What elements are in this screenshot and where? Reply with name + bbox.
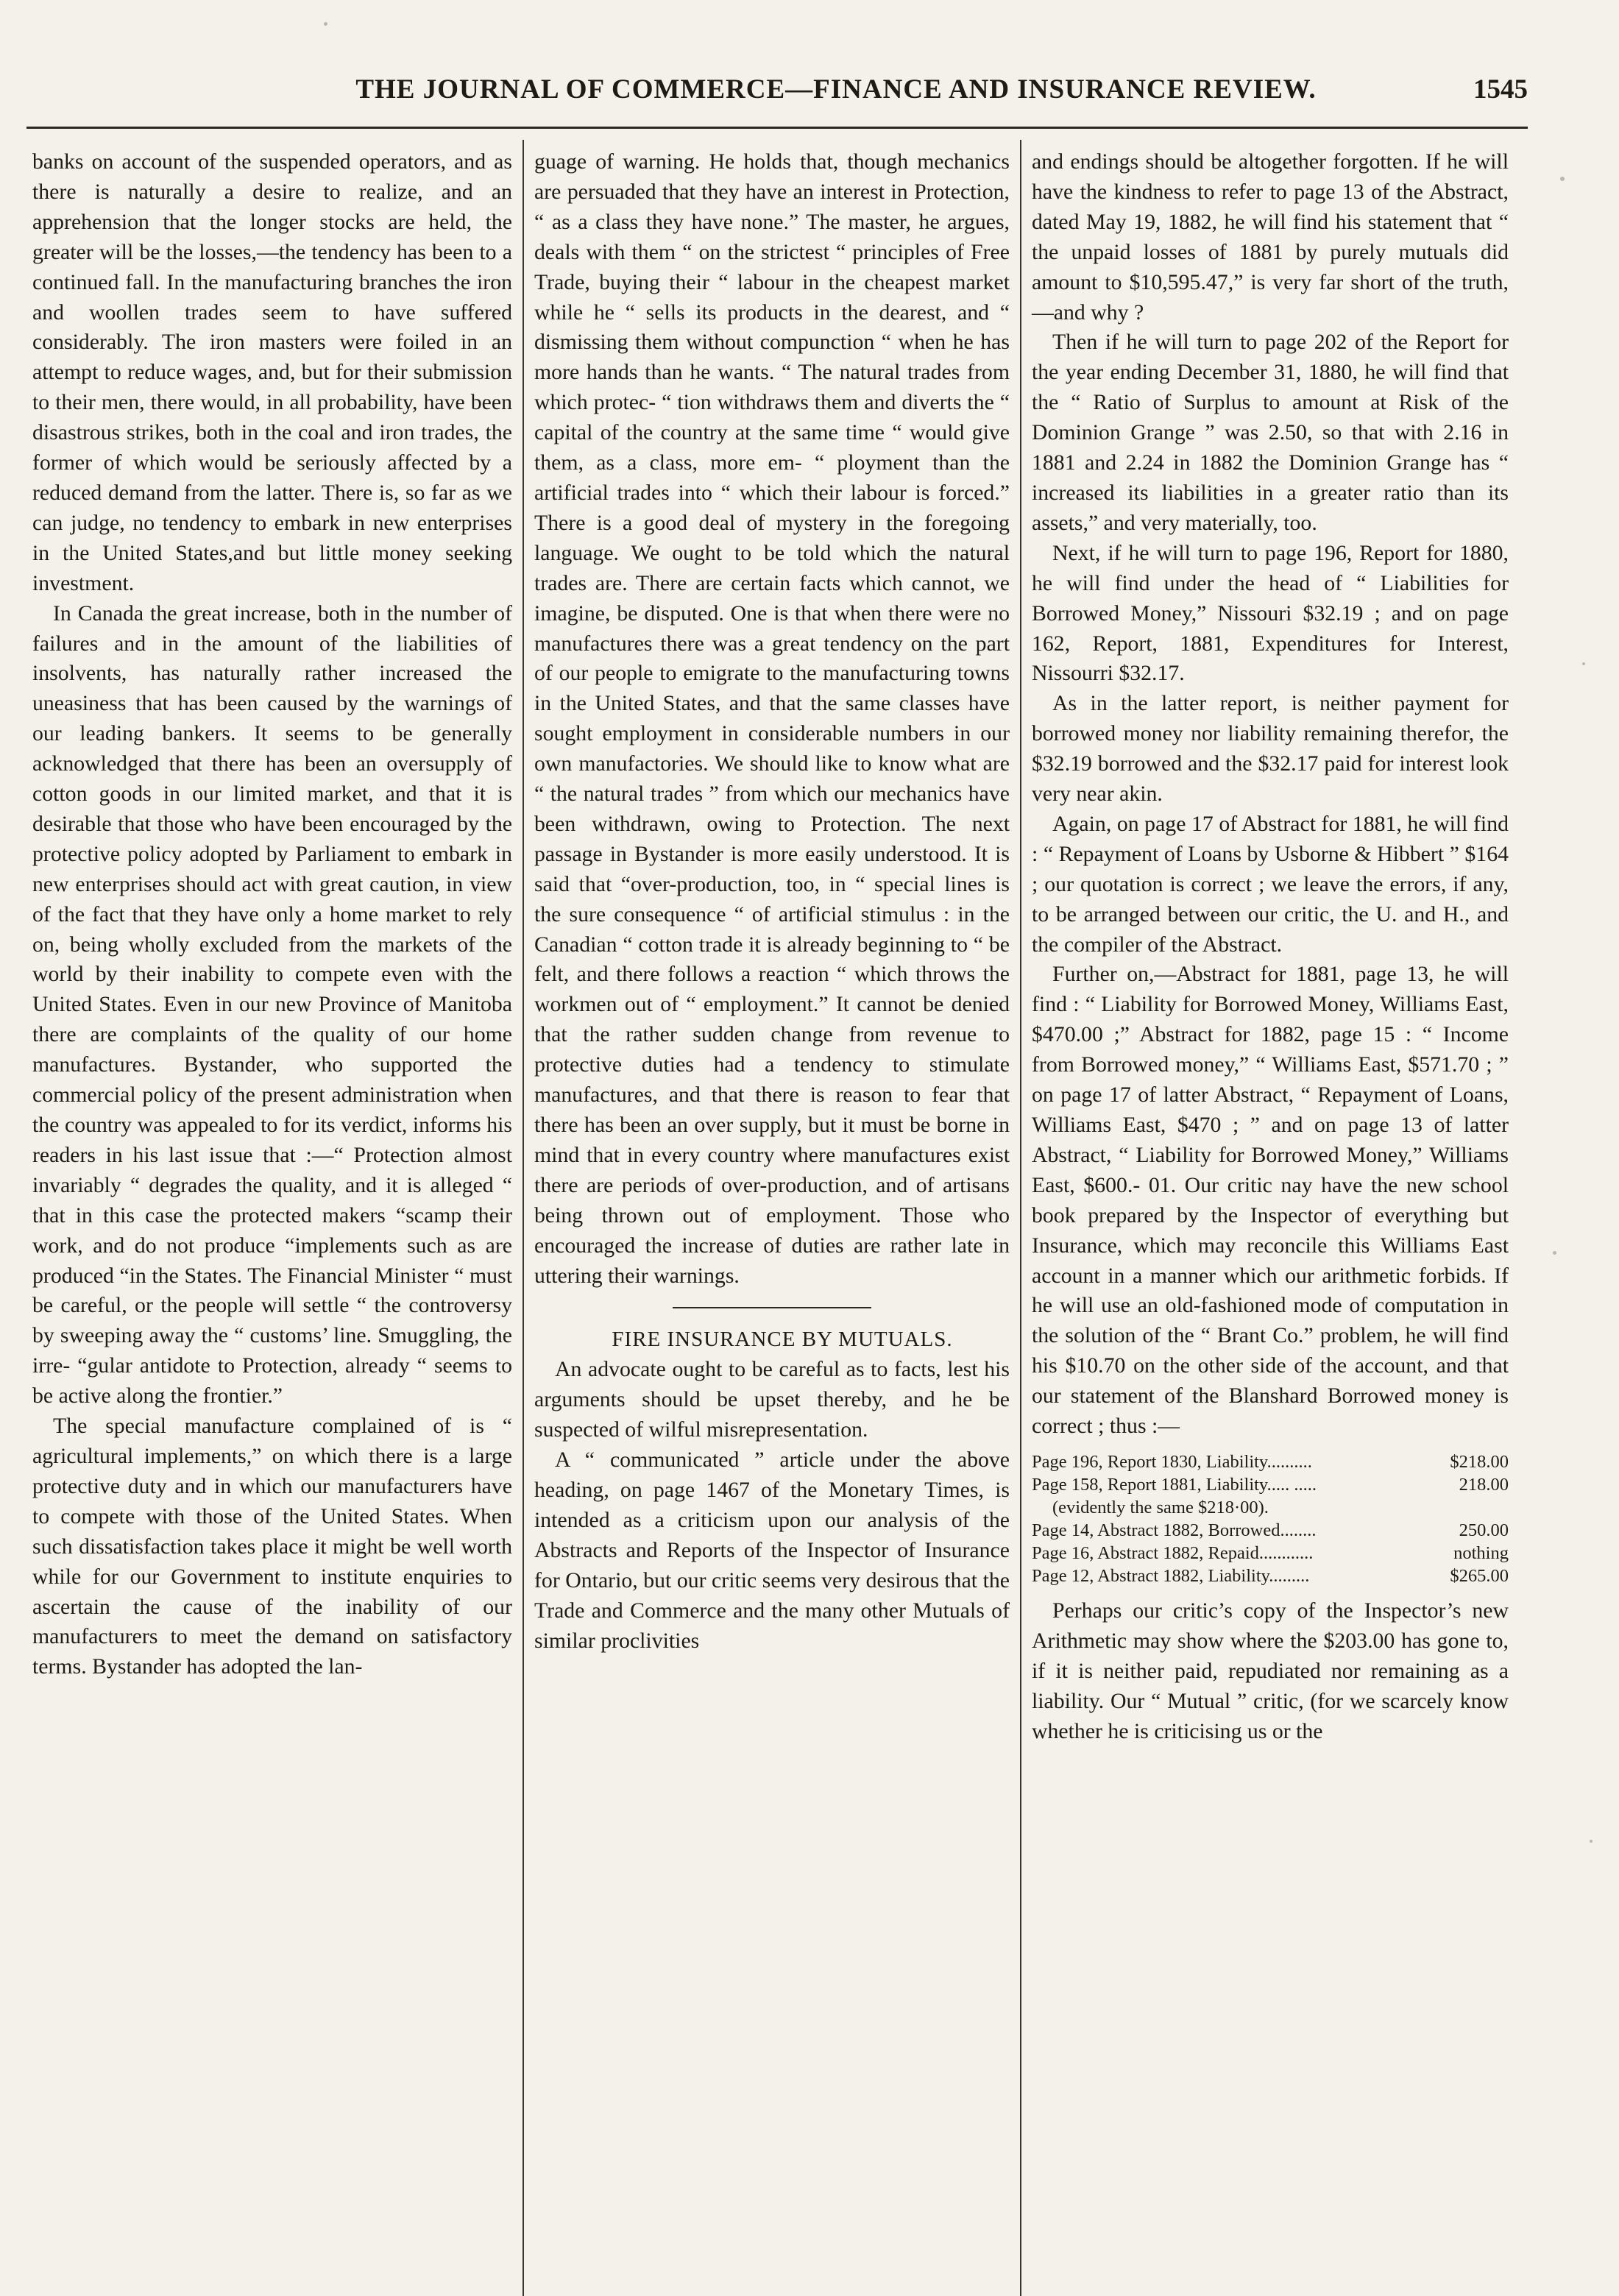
paragraph: Again, on page 17 of Abstract for 1881, he will find : “ Repayment of Loans by Usborne & Hibbert ” $164 ; our quotation is correct ; we leave the errors, if any, to be arranged between our critic, the U. and H., and the compiler of the Abstract.	[1032, 811, 1509, 957]
paragraph: As in the latter report, is neither payment for borrowed money nor liability remaining therefor, the $32.19 borrowed and the $32.17 paid for interest look very near akin.	[1032, 691, 1509, 807]
ledger-value: $218.00	[1450, 1451, 1509, 1472]
section-separator	[673, 1307, 871, 1308]
paragraph: Next, if he will turn to page 196, Report for 1880, he will find under the head of “ Liabilities for Borrowed Money,” Nissouri $32.19 ; and on page 162, Report, 1881, Expenditures for Interest, Nissourri $32.17.	[1032, 540, 1509, 686]
paragraph: In Canada the great increase, both in the number of failures and in the amount of the liabilities of insolvents, has naturally rather increased the uneasiness that has been caused by the warnings of our leading bankers. It seems to be generally acknowledged that there has been an oversupply of cotton goods in our limited market, and that it is desirable that those who have been encouraged by the protective policy adopted by Parliament to embark in new enterprises should act with great caution, in view of the fact that they have only a home market to rely on, being wholly excluded from the markets of the world by their inability to compete even with the United States. Even in our new Province of Manitoba there are complaints of the quality of our home manufactures. Bystander, who supported the commercial policy of the present administration when the country was appealed to for its verdict, informs his readers in his last issue that :—“ Protection almost invariably “ degrades the quality, and it is alleged “ that in this case the protected makers “scamp their work, and do not produce “implements such as are produced “in the States. The Financial Minister “ must be careful, or the people will settle “ the controversy by sweeping away the “ customs’ line. Smuggling, the irre- “gular antidote to Protection, already “ seems to be active along the frontier.”	[32, 600, 512, 1409]
ledger-row	[1032, 1473, 1509, 1496]
column-divider	[1020, 140, 1021, 2296]
paragraph: Perhaps our critic’s copy of the Inspector’s new Arithmetic may show where the $203.00 has gone to, if it is neither paid, repudiated nor remaining as a liability. Our “ Mutual ” critic, (for we scarcely know whether he is criticising us or the	[1032, 1598, 1509, 1743]
ledger-value: $265.00	[1450, 1565, 1509, 1586]
paragraph: banks on account of the suspended operators, and as there is naturally a desire to realize, and an apprehension that the longer stocks are held, the greater will be the losses,—the tendency has been to a continued fall. In the manufacturing branches the iron and woollen trades seem to have suffered considerably. The iron masters were foiled in an attempt to reduce wages, and, but for their submission to their men, there would, in all probability, have been disastrous strikes, both in the coal and iron trades, the former of which would be seriously affected by a reduced demand from the latter. There is, so far as we can judge, no tendency to embark in new enterprises in the United States,and but little money seeking investment.	[32, 149, 512, 595]
ledger-row	[1032, 1565, 1509, 1587]
ledger-label: (evidently the same $218·00).	[1052, 1497, 1269, 1517]
paragraph: Then if he will turn to page 202 of the Report for the year ending December 31, 1880, he will find that the “ Ratio of Surplus to amount at Risk of the Dominion Grange ” was 2.50, so that with 2.16 in 1881 and 2.24 in 1882 the Dominion Grange has “ increased its liabilities in a greater ratio than its assets,” and very materially, too.	[1032, 330, 1509, 535]
paper-speck	[1553, 1251, 1556, 1255]
ledger-value	[1504, 1496, 1509, 1519]
paragraph: An advocate ought to be careful as to facts, lest his arguments should be upset thereby, and he be suspected of wilful misrepresentation.	[534, 1357, 1010, 1442]
paper-speck	[1582, 662, 1585, 665]
ledger-row	[1032, 1542, 1509, 1565]
paragraph: guage of warning. He holds that, though mechanics are persuaded that they have an interest in Protection, “ as a class they have none.” The master, he argues, deals with them “ on the strictest “ principles of Free Trade, buying their “ labour in the cheapest market while he “ sells its products in the dearest, and “ dismissing them without compunction “ when he has more hands than he wants. “ The natural trades from which protec- “ tion withdraws them and diverts the “ capital of the country at the same time “ would give them, as a class, more em- “ ployment than the artificial trades into “ which their labour is forced.” There is a good deal of mystery in the foregoing language. We ought to be told which the natural trades are. There are certain facts which cannot, we imagine, be disputed. One is that when there were no manufactures there was a great tendency on the part of our people to emigrate to the manufacturing towns in the United States, and that the same classes have sought employment in considerable numbers in our own manufactories. We should like to know what are “ the natural trades ” from which our mechanics have been withdrawn, owing to Protection. The next passage in Bystander is more easily understood. It is said that “over-production, too, in “ special lines is the sure consequence “ of artificial stimulus : in the Canadian “ cotton trade it is already beginning to “ be felt, and there follows a reaction “ which throws the workmen out of “ employment.” It cannot be denied that the rather sudden change from revenue to protective duties had a tendency to stimulate manufactures, and that there is reason to fear that there has been an over supply, but it must be borne in mind that in every country where manufactures exist there are periods of over-production, and of artisans being thrown out of employment. Those who encouraged the increase of duties are rather late in uttering their warnings.	[534, 149, 1010, 1288]
paragraph: The special manufacture complained of is “ agricultural implements,” on which there is a large protective duty and in which our manufacturers have to compete with those of the United States. When such dissatisfaction takes place it might be well worth while for our Government to institute enquiries to ascertain the cause of the inability of our manufacturers to meet the demand on satisfactory terms. Bystander has adopted the lan-	[32, 1414, 512, 1679]
ledger-label: Page 14, Abstract 1882, Borrowed........	[1032, 1520, 1317, 1540]
column-1	[32, 147, 512, 1682]
ledger-label: Page 196, Report 1830, Liability..........	[1032, 1451, 1312, 1472]
paragraph: A “ communicated ” article under the above heading, on page 1467 of the Monetary Times, is intended as a criticism upon our analysis of the Abstracts and Reports of the Inspector of Insurance for Ontario, but our critic seems very desirous that the Trade and Commerce and the many other Mutuals of similar proclivities	[534, 1448, 1010, 1653]
paper-speck	[324, 22, 327, 26]
journal-title: THE JOURNAL OF COMMERCE—FINANCE AND INSURANCE REVIEW.	[355, 74, 1317, 104]
ledger-table	[1032, 1450, 1509, 1587]
page-header	[26, 74, 1528, 118]
ledger-value: nothing	[1453, 1542, 1509, 1563]
ledger-note	[1032, 1496, 1509, 1519]
section-heading: FIRE INSURANCE BY MUTUALS.	[612, 1328, 953, 1352]
ledger-label: Page 16, Abstract 1882, Repaid............	[1032, 1542, 1314, 1563]
column-divider	[522, 140, 524, 2296]
ledger-label: Page 12, Abstract 1882, Liability.........	[1032, 1565, 1310, 1586]
ledger-row	[1032, 1519, 1509, 1542]
header-rule	[26, 127, 1528, 129]
paper-speck	[1560, 177, 1565, 181]
paper-speck	[1590, 1840, 1593, 1843]
column-3	[1032, 147, 1509, 1747]
ledger-value: 250.00	[1459, 1520, 1509, 1540]
page-number: 1545	[1473, 74, 1528, 104]
ledger-label: Page 158, Report 1881, Liability..... .....	[1032, 1474, 1317, 1495]
column-2	[534, 147, 1010, 1656]
paragraph: and endings should be altogether forgotten. If he will have the kindness to refer to page 13 of the Abstract, dated May 19, 1882, he will find his statement that “ the unpaid losses of 1881 by purely mutuals did amount to $10,595.47,” is very far short of the truth,—and why ?	[1032, 149, 1509, 325]
ledger-row	[1032, 1450, 1509, 1473]
paragraph: Further on,—Abstract for 1881, page 13, he will find : “ Liability for Borrowed Money, Williams East, $470.00 ;” Abstract for 1882, page 15 : “ Income from Borrowed money,” “ Williams East, $571.70 ; ” on page 17 of latter Abstract, “ Repayment of Loans, Williams East, $470 ; ” and on page 13 of latter Abstract, “ Liability for Borrowed Money,” Williams East, $600.- 01. Our critic nay have the new school book prepared by the Inspector of everything but Insurance, which may reconcile this Williams East account in a manner which our arithmetic forbids. If he will use an old-fashioned mode of computation in the solution of the “ Brant Co.” problem, he will find his $10.70 on the other side of the account, and that our statement of the Blanshard Borrowed money is correct ; thus :—	[1032, 962, 1509, 1439]
ledger-value: 218.00	[1459, 1474, 1509, 1495]
